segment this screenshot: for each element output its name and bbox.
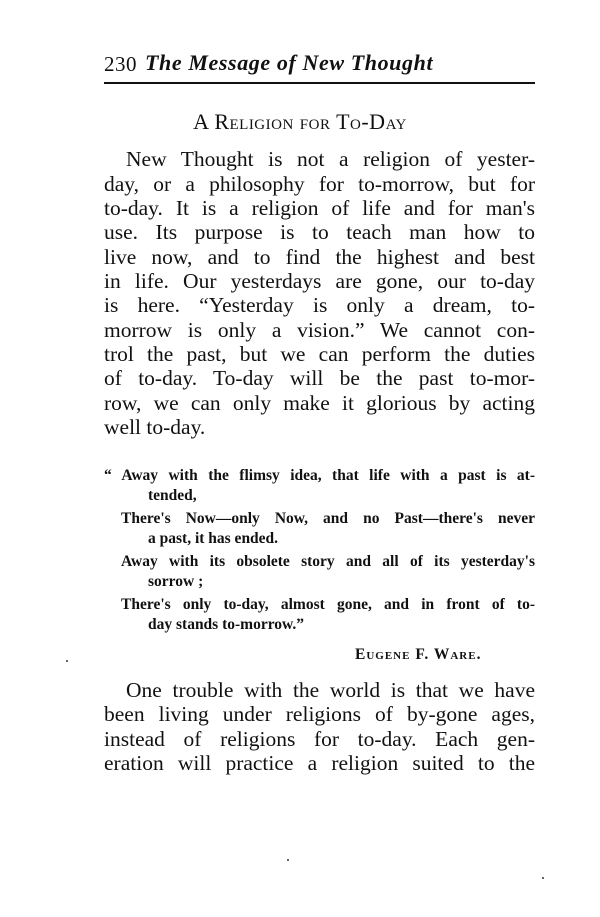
scan-speck	[287, 859, 289, 861]
text-line: well to-day.	[104, 415, 206, 439]
text-line: morrow is only a vision.” We cannot con-	[104, 318, 535, 342]
text-line: been living under religions of by-gone ages,	[104, 702, 535, 726]
text-line: is here. “Yesterday is only a dream, to-	[104, 293, 535, 317]
running-head	[104, 50, 535, 80]
text-line: eration will practice a religion suited to the	[104, 751, 535, 775]
text-line: use. Its purpose is to teach man how to	[104, 220, 535, 244]
text-line: day, or a philosophy for to-morrow, but for	[104, 172, 535, 196]
chapter-heading-text: A Religion for To-Day	[193, 109, 407, 134]
text-line: New Thought is not a religion of yester-	[126, 147, 535, 171]
text-line: instead of religions for to-day. Each gen-	[104, 727, 535, 751]
page-number: 230	[104, 52, 137, 76]
poem-line: tended,	[148, 487, 197, 504]
running-title: The Message of New Thought	[145, 50, 434, 75]
text-line: live now, and to find the highest and best	[104, 245, 535, 269]
text-line: of to-day. To-day will be the past to-mor-	[104, 366, 535, 390]
poem-line: sorrow ;	[148, 573, 204, 590]
text-line: in life. Our yesterdays are gone, our to-day	[104, 269, 535, 293]
poem-line: day stands to-morrow.”	[148, 616, 305, 633]
poem-line: There's Now—only Now, and no Past—there's never	[121, 510, 535, 527]
poem-line: a past, it has ended.	[148, 530, 279, 547]
poem-line: There's only to-day, almost gone, and in front of to-	[121, 596, 535, 613]
text-line: row, we can only make it glorious by acting	[104, 391, 535, 415]
text-line: One trouble with the world is that we have	[126, 678, 535, 702]
poem-line: Away with its obsolete story and all of its yesterday's	[121, 553, 535, 570]
scan-speck	[542, 877, 544, 879]
text-line: to-day. It is a religion of life and for man's	[104, 196, 535, 220]
poem-line: “ Away with the flimsy idea, that life with a past is at-	[104, 467, 535, 484]
chapter-heading	[0, 109, 600, 135]
text-line: trol the past, but we can perform the duties	[104, 342, 535, 366]
scan-speck	[66, 660, 68, 662]
header-rule	[104, 82, 535, 84]
poem-attribution: Eugene F. Ware.	[355, 646, 482, 663]
